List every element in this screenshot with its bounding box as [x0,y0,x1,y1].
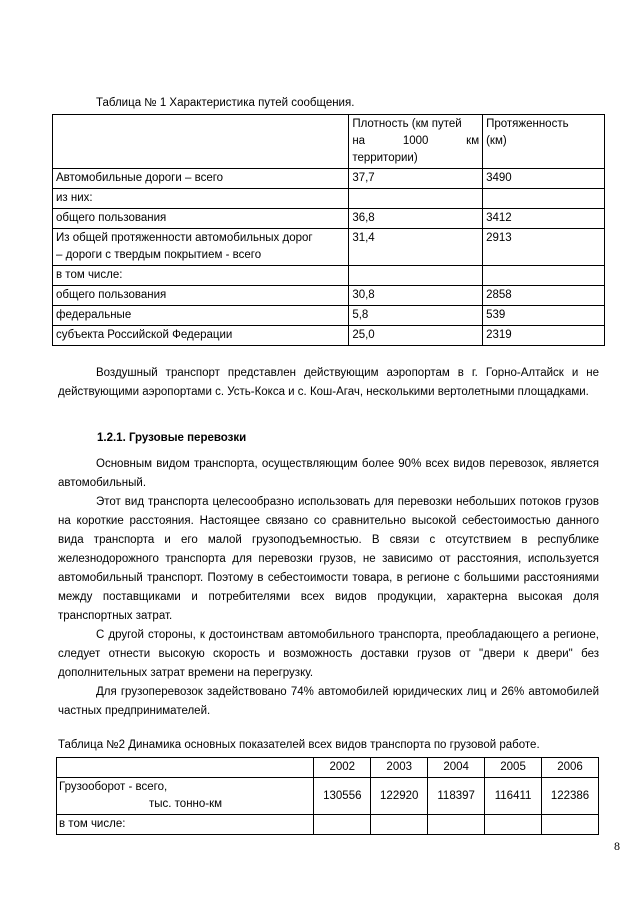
freight-dynamics-table [56,757,599,835]
section-heading: 1.2.1. Грузовые перевозки [97,432,247,444]
table-row: в том числе: [53,266,605,286]
table-row: Автомобильные дороги – всего 37,7 3490 [53,169,605,189]
table-row: Грузооборот - всего, тыс. тонно-км 130556 122920 118397 116411 122386 [57,778,599,815]
table-row: субъекта Российской Федерации 25,0 2319 [53,326,605,346]
paragraph-vehicle-share: Для грузоперевозок задействовано 74% автомобилей юридических лиц и 26% автомобилей частных предпринимателей. [58,686,599,717]
table-row: общего пользования 36,8 3412 [53,209,605,229]
table2-caption: Таблица №2 Динамика основных показателей всех видов транспорта по грузовой работе. [58,739,540,751]
year-header: 2005 [485,758,542,778]
page-number: 8 [614,839,620,853]
table-row: в том числе: [57,815,599,835]
paragraph-small-loads: Этот вид транспорта целесообразно использовать для перевозки небольших потоков грузов на короткие расстояния. Настоящее связано со сравнительно высокой себестоимостью данного вида транспорта и его малой грузоподъемностью. В связи с отсутствием в республике железнодорожного транспорта для перевозки грузов, не зависимо от расстояния, используется автомобильный транспорт. Поэтому в себестоимости товара, в регионе с большими расстояниями между поставщиками и потребителями всех видов продукции, характерна высокая доля транспортных затрат. [58,496,599,622]
table-row: федеральные 5,8 539 [53,306,605,326]
transport-routes-table [52,114,605,346]
paragraph-air-transport: Воздушный транспорт представлен действующим аэропортам в г. Горно-Алтайск и не действующими аэропортами с. Усть-Кокса и с. Кош-Агач, несколькими вертолетными площадками. [58,367,599,398]
header-empty-cell [53,115,349,169]
header-length: Протяженность (км) [483,115,605,169]
table-row: Из общей протяженности автомобильных дорог – дороги с твердым покрытием - всего 31,4 2913 [53,229,605,266]
year-header: 2002 [314,758,371,778]
table-header-row [57,758,599,778]
table-header-row [53,115,605,169]
year-header: 2006 [542,758,599,778]
table-row: из них: [53,189,605,209]
table1-caption: Таблица № 1 Характеристика путей сообщения. [96,97,355,109]
year-header: 2004 [428,758,485,778]
paragraph-advantages: С другой стороны, к достоинствам автомобильного транспорта, преобладающего а регионе, следует отнести высокую скорость и возможность доставки грузов от "двери к двери" без дополнительных затрат времени на перегрузку. [58,629,599,679]
header-density: Плотность (км путей на 1000 км территории) [349,115,483,169]
paragraph-main-transport: Основным видом транспорта, осуществляющим более 90% всех видов перевозок, является автомобильный. [58,458,599,489]
year-header: 2003 [371,758,428,778]
table-row: общего пользования 30,8 2858 [53,286,605,306]
